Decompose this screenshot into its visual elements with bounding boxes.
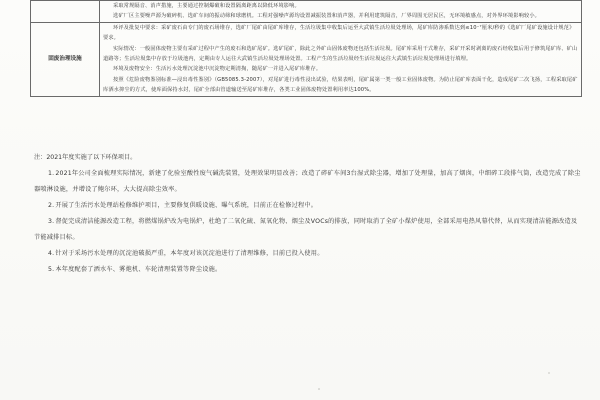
note-text: 针对于采场污水处理的沉淀池破损严重，本年度对该沉淀池进行了清理维修，目前已投入使用。 bbox=[55, 250, 324, 257]
scan-speck bbox=[548, 372, 550, 374]
note-item bbox=[34, 262, 582, 278]
note-text: 开展了生活污水处理站检修维护项目，主要修复供暖设施、曝气系统，目前正在检修过程中。 bbox=[55, 202, 318, 209]
environmental-facilities-table bbox=[30, 0, 582, 97]
note-number: 2. bbox=[48, 202, 55, 209]
notes-intro: 注：2021年度实施了以下环保项目。 bbox=[34, 154, 137, 161]
note-text: 本年度配套了洒水车、雾炮机、车轮清理装置等降尘设施。 bbox=[55, 266, 222, 273]
table-row-solid-waste bbox=[31, 22, 582, 96]
note-number: 5. bbox=[48, 266, 55, 273]
note-text: 督促完成清洁能源改造工程，将燃煤锅炉改为电锅炉，杜绝了二氧化硫、氮氧化物、烟尘及VOCs的排放，同时取消了全矿小煤炉使用，全部采用电热风幕代替，从而实现清洁能源改造及节能减排目标。 bbox=[34, 218, 578, 241]
note-item bbox=[34, 246, 582, 262]
note-item bbox=[34, 198, 582, 214]
table-row-noise bbox=[31, 1, 582, 23]
content-cell bbox=[100, 22, 582, 96]
note-number: 4. bbox=[48, 250, 55, 257]
table-paragraph: 选矿厂区主要噪声源为破碎机、选矿车间的振动筛和球磨机。工程对强噪声源均设置减振装置和消声器，并利用建筑隔音，厂界周围无居民区，无环境敏感点，对外界环境影响较小。 bbox=[113, 13, 541, 20]
table-paragraph: 环境及废物安全：生活污水处理沉淀池中沉淀物定期清掏，随尾矿一并进入尾矿库堆存。 bbox=[113, 66, 322, 73]
table-paragraph: 实际情况：一般固体废物主要有采矿过程中产生的废石和选矿尾矿。选矿尾矿，除此之外矿山固体废物还包括生活垃圾。尾矿库采用干式堆存，采矿开采时剥离的废石经收集后用于修筑尾矿库、矿山道路等；生活垃圾集中存放于垃圾池内，定期由专人运往大武镇生活垃圾处理场处置。工程产生的生活垃圾经生活垃圾运往大武镇生活垃圾处理场进行填埋。 bbox=[103, 45, 578, 63]
table-paragraph: 环评及批复中要求：采矿废石由专门的废石场堆存，选矿厂尾矿由尾矿库堆存，生活垃圾集中收集后运至大武镇生活垃圾处理场，尾矿库防渗系数达到≤10⁻⁷厘米/秒的《选矿厂尾矿设施设计规范》要求。 bbox=[103, 24, 575, 42]
note-item bbox=[34, 214, 582, 246]
note-item bbox=[34, 166, 582, 198]
note-text: 2021年公司全面梳理实际情况，新建了化验室酸性废气碱洗装置，处理效果明显改善；改造了碎矿车间3台湿式除尘器，增加了处理量，加高了烟囱，中细碎工段排气筒，改造完成了除尘器喷淋设施，并增设了鲍尔环，大大提高除尘效率。 bbox=[34, 170, 581, 193]
scan-speck bbox=[318, 388, 320, 390]
table-paragraph: 按照《危险废物鉴别标准—浸出毒性鉴别》（GB5085.3-2007），对尾矿进行毒性浸出试验，结果表明，尾矿属第一类一般工业固体废物。为防止尾矿库表面干化，造成尾矿二次飞扬，工程采取尾矿库洒水抑尘的方式，使库面保持水封，尾矿全部由管道输送至尾矿库堆存，各类工业固体废物处置利用率达100%。 bbox=[103, 76, 578, 94]
notes-section bbox=[34, 150, 582, 278]
note-number: 1. bbox=[48, 170, 55, 177]
content-cell bbox=[100, 1, 582, 23]
category-cell bbox=[31, 1, 100, 23]
note-number: 3. bbox=[48, 218, 55, 225]
table-paragraph: 采取常规隔音、消声措施，主要通过控制爆破和设置隔离距离以降低环境影响。 bbox=[113, 3, 300, 9]
category-cell-solid-waste: 固废治理设施 bbox=[31, 22, 100, 96]
